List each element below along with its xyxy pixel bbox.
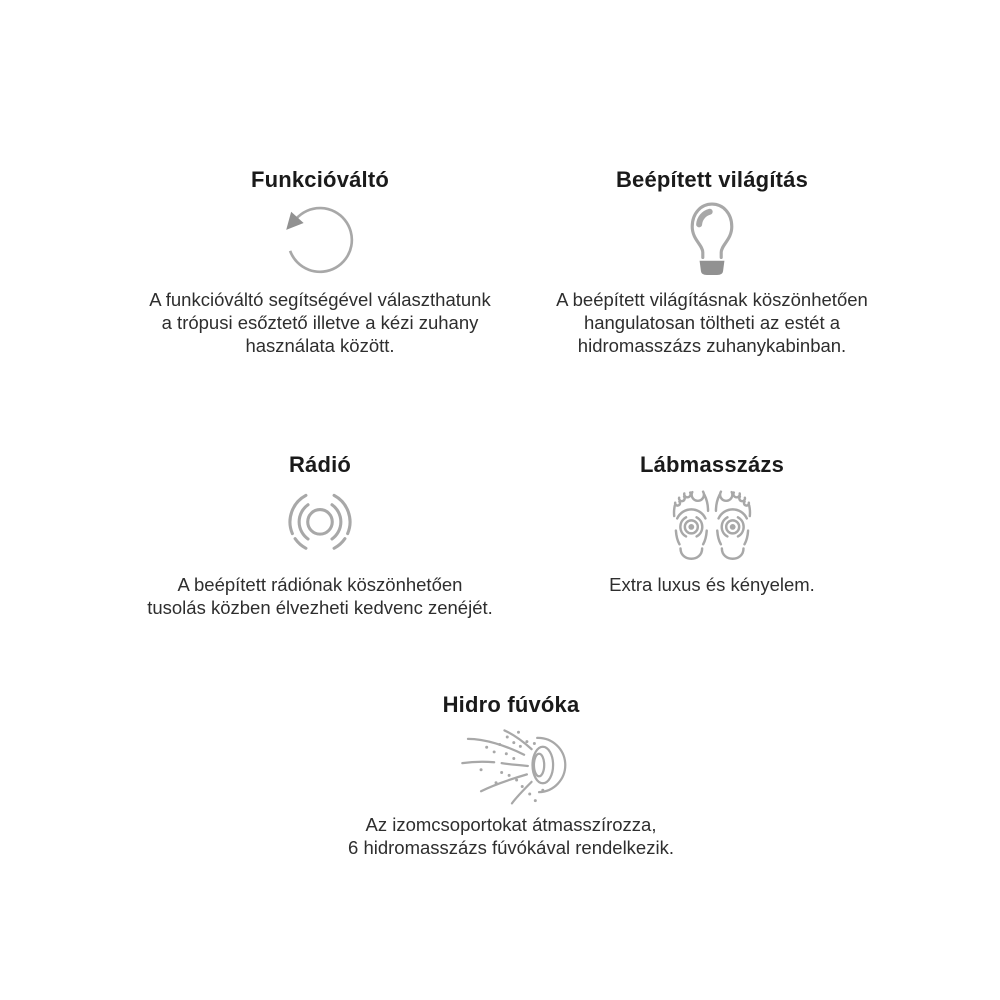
feature-card-vilagitas [514,168,910,357]
feature-card-labmasszazs [514,453,910,596]
feature-title: Beépített világítás [615,167,809,192]
desc-line: Az izomcsoportokat átmasszírozza, [365,814,657,835]
feature-title: Funkcióváltó [250,167,390,192]
desc-line: 6 hidromasszázs fúvókával rendelkezik. [348,837,674,858]
desc-line: a trópusi esőztető illetve a kézi zuhany [161,312,479,333]
feature-title: Rádió [288,452,352,477]
feature-title: Hidro fúvóka [442,692,580,717]
foot-massage-icon [514,477,910,573]
feature-description [313,813,709,859]
feature-card-hidro-fuvoka [313,693,709,859]
desc-line: tusolás közben élvezheti kedvenc zenéjét. [147,597,493,618]
water-jet-icon [313,717,709,813]
feature-title: Lábmasszázs [639,452,785,477]
feature-description [514,288,910,357]
desc-line: Extra luxus és kényelem. [609,574,815,595]
desc-line: A beépített rádiónak köszönhetően [177,574,463,595]
desc-line: használata között. [245,335,395,356]
desc-line: A funkcióváltó segítségével választhatunk [149,289,491,310]
feature-description [122,573,518,619]
feature-card-radio [122,453,518,619]
feature-description [514,573,910,596]
rotate-arrow-icon [122,192,518,288]
desc-line: A beépített világításnak köszönhetően [556,289,868,310]
feature-description [122,288,518,357]
desc-line: hangulatosan töltheti az estét a [583,312,841,333]
desc-line: hidromasszázs zuhanykabinban. [577,335,847,356]
feature-card-funkciovalto [122,168,518,357]
light-bulb-icon [514,192,910,288]
radio-waves-icon [122,477,518,573]
